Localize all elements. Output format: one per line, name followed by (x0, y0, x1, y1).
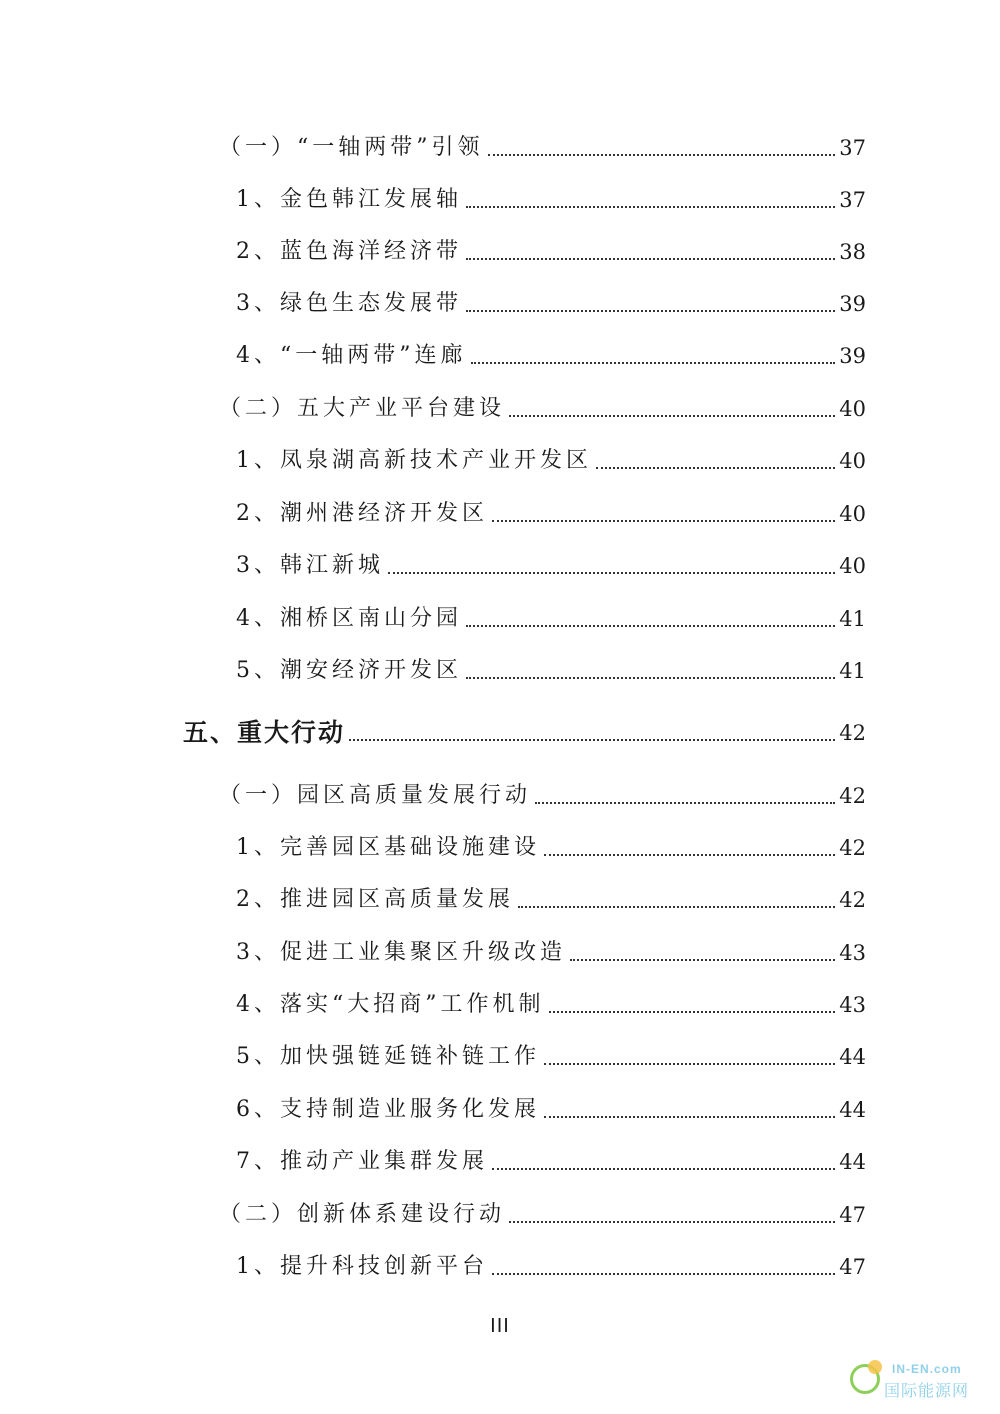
toc-entry-label: 3、韩江新城 (236, 553, 384, 578)
toc-entry-page: 42 (839, 721, 866, 745)
toc-entry-label: 2、潮州港经济开发区 (236, 501, 488, 526)
dot-leader (518, 906, 835, 908)
dot-leader (509, 415, 835, 417)
toc-entry-label: 1、提升科技创新平台 (236, 1254, 488, 1279)
dot-leader (388, 572, 835, 574)
toc-entry-subsection[interactable] (236, 1250, 866, 1284)
toc-entry-page: 40 (839, 554, 866, 578)
toc-entry-page: 38 (839, 240, 866, 264)
toc-entry-subsection[interactable] (236, 602, 866, 636)
toc-entry-subsection[interactable] (236, 988, 866, 1022)
toc-entry-page: 43 (839, 941, 866, 965)
dot-leader (471, 362, 836, 364)
dot-leader (466, 625, 835, 627)
toc-entry-label: 1、金色韩江发展轴 (236, 187, 462, 212)
toc-entry-section[interactable] (219, 392, 866, 426)
toc-entry-subsection[interactable] (236, 497, 866, 531)
toc-entry-subsection[interactable] (236, 444, 866, 478)
dot-leader (492, 1168, 835, 1170)
toc-entry-label: 6、支持制造业服务化发展 (236, 1097, 540, 1122)
toc-entry-subsection[interactable] (236, 287, 866, 321)
toc-entry-label: 3、促进工业集聚区升级改造 (236, 940, 566, 965)
dot-leader (570, 959, 835, 961)
dot-leader (509, 1221, 835, 1223)
toc-entry-subsection[interactable] (236, 831, 866, 865)
toc-entry-label: 5、潮安经济开发区 (236, 658, 462, 683)
dot-leader (488, 154, 836, 156)
toc-entry-subsection[interactable] (236, 883, 866, 917)
dot-leader (466, 258, 835, 260)
toc-entry-page: 39 (839, 344, 866, 368)
dot-leader (349, 739, 835, 741)
toc-entry-label: 4、湘桥区南山分园 (236, 606, 462, 631)
toc-entry-label: 3、绿色生态发展带 (236, 291, 462, 316)
dot-leader (549, 1011, 836, 1013)
toc-entry-page: 42 (839, 888, 866, 912)
toc-entry-label: （一）“一轴两带”引领 (219, 135, 484, 160)
toc-entry-label: 4、落实“大招商”工作机制 (236, 992, 545, 1017)
toc-entry-label: 五、重大行动 (183, 718, 346, 747)
toc-entry-subsection[interactable] (236, 1040, 866, 1074)
toc-entry-subsection[interactable] (236, 936, 866, 970)
dot-leader (544, 1063, 835, 1065)
toc-entry-label: 4、“一轴两带”连廊 (236, 343, 467, 368)
toc-entry-page: 40 (839, 397, 866, 421)
dot-leader (466, 206, 835, 208)
dot-leader (544, 854, 835, 856)
watermark-latin-text: IN-EN.com (892, 1362, 962, 1376)
dot-leader (466, 677, 835, 679)
toc-entry-subsection[interactable] (236, 1145, 866, 1179)
toc-entry-label: （二）五大产业平台建设 (219, 396, 506, 421)
toc-entry-label: 2、蓝色海洋经济带 (236, 239, 462, 264)
toc-entry-page: 44 (839, 1045, 866, 1069)
toc-entry-subsection[interactable] (236, 654, 866, 688)
toc-entry-page: 47 (839, 1255, 866, 1279)
toc-entry-page: 44 (839, 1150, 866, 1174)
toc-entry-subsection[interactable] (236, 235, 866, 269)
dot-leader (544, 1116, 835, 1118)
toc-entry-page: 44 (839, 1098, 866, 1122)
toc-entry-chapter[interactable] (183, 716, 866, 750)
dot-leader (596, 467, 835, 469)
logo-sun-icon (868, 1360, 882, 1374)
toc-entry-label: 2、推进园区高质量发展 (236, 887, 514, 912)
toc-entry-page: 37 (839, 136, 866, 160)
toc-entry-subsection[interactable] (236, 1093, 866, 1127)
toc-entry-page: 41 (839, 607, 866, 631)
toc-entry-page: 42 (839, 784, 866, 808)
toc-entry-subsection[interactable] (236, 183, 866, 217)
toc-entry-page: 37 (839, 188, 866, 212)
toc-entry-label: 1、完善园区基础设施建设 (236, 835, 540, 860)
toc-entry-page: 40 (839, 502, 866, 526)
toc-entry-page: 47 (839, 1203, 866, 1227)
dot-leader (492, 1273, 835, 1275)
toc-entry-label: 1、凤泉湖高新技术产业开发区 (236, 448, 592, 473)
toc-entry-label: （二）创新体系建设行动 (219, 1202, 506, 1227)
toc-entry-section[interactable] (219, 1198, 866, 1232)
dot-leader (466, 310, 835, 312)
toc-entry-label: 7、推动产业集群发展 (236, 1149, 488, 1174)
page-number: III (490, 1315, 510, 1337)
toc-entry-label: （一）园区高质量发展行动 (219, 783, 532, 808)
toc-entry-page: 39 (839, 292, 866, 316)
toc-entry-section[interactable] (219, 779, 866, 813)
watermark-chinese-text: 国际能源网 (884, 1381, 970, 1400)
toc-entry-page: 42 (839, 836, 866, 860)
toc-entry-page: 41 (839, 659, 866, 683)
toc-entry-page: 43 (839, 993, 866, 1017)
toc-entry-section[interactable] (219, 131, 866, 165)
toc-entry-label: 5、加快强链延链补链工作 (236, 1044, 540, 1069)
toc-entry-page: 40 (839, 449, 866, 473)
dot-leader (535, 802, 835, 804)
dot-leader (492, 520, 835, 522)
toc-entry-subsection[interactable] (236, 549, 866, 583)
watermark-logo (850, 1360, 990, 1404)
toc-entry-subsection[interactable] (236, 339, 866, 373)
